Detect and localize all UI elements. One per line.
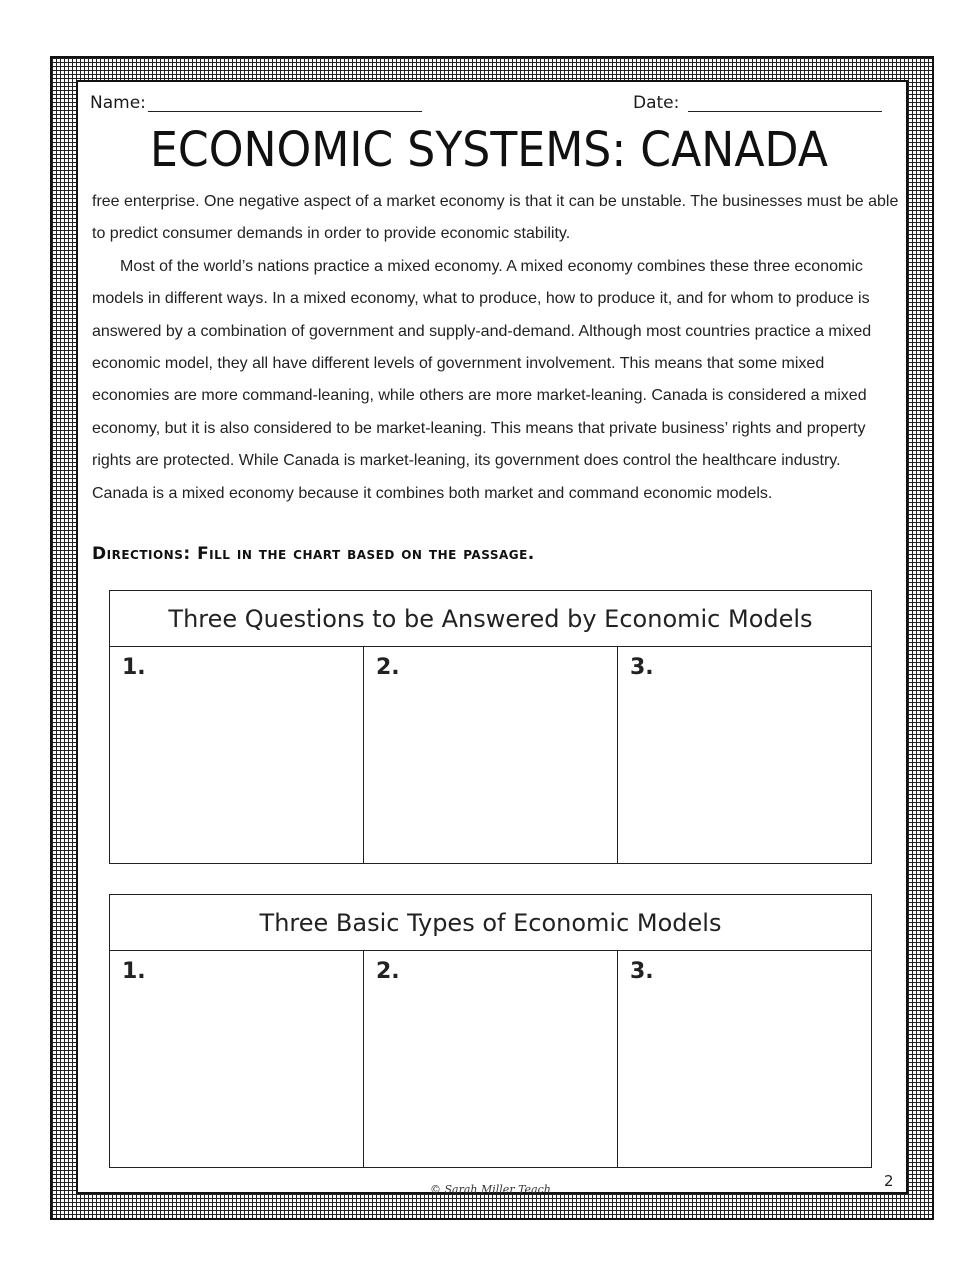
- name-label: Name:: [90, 93, 146, 113]
- passage-paragraph-2: Most of the world’s nations practice a mixed economy. A mixed economy combines these three economic models in different ways. In a mixed economy, what to produce, how to produce it, and for whom to produce is answered by a combination of government and supply-and-demand. Although most countries practice a mixed economic model, they all have different levels of government involvement. This means that some mixed economies are more command-leaning, while others are more market-leaning. Canada is considered a mixed economy, but it is also considered to be market-leaning. This means that private business’ rights and property rights are protected. While Canada is market-leaning, its government does control the healthcare industry. Canada is a mixed economy because it combines both market and command economic models.: [92, 257, 872, 502]
- page-number: 2: [884, 1172, 894, 1190]
- chart-title: Three Basic Types of Economic Models: [110, 895, 871, 951]
- chart-cell-3[interactable]: 3.: [630, 655, 654, 680]
- chart-cells: [110, 951, 871, 1167]
- copyright-signature: © Sarah Miller Teach: [430, 1183, 551, 1196]
- chart-three-questions: [109, 590, 872, 864]
- chart-cell-2[interactable]: 2.: [364, 951, 618, 1167]
- passage: [92, 186, 900, 510]
- chart-three-types: [109, 894, 872, 1168]
- passage-paragraph-1: free enterprise. One negative aspect of a market economy is that it can be unstable. The businesses must be able to predict consumer demands in order to provide economic stability.: [92, 193, 899, 243]
- name-field[interactable]: [148, 111, 422, 112]
- date-label: Date:: [633, 93, 680, 113]
- chart-cell-1[interactable]: 1.: [110, 951, 364, 1167]
- date-field[interactable]: [688, 111, 882, 112]
- page-title: ECONOMIC SYSTEMS: CANADA: [150, 122, 828, 178]
- chart-cell-3[interactable]: 3.: [630, 959, 654, 984]
- directions: Directions: Fill in the chart based on the passage.: [92, 544, 535, 564]
- chart-cells: [110, 647, 871, 863]
- header-row: [90, 93, 882, 119]
- chart-cell-2[interactable]: 2.: [364, 647, 618, 863]
- chart-title: Three Questions to be Answered by Economic Models: [110, 591, 871, 647]
- chart-cell-1[interactable]: 1.: [110, 647, 364, 863]
